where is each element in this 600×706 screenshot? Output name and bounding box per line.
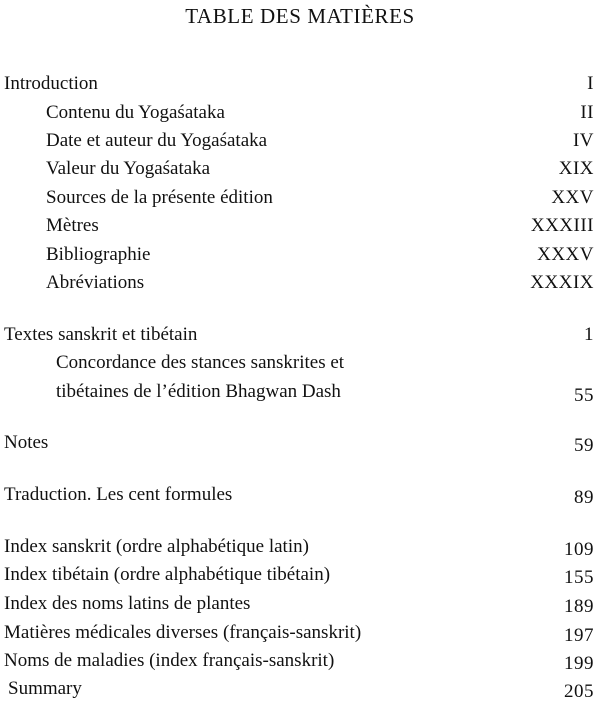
toc-entry-introduction[interactable]: [0, 71, 600, 97]
toc-entry-page: 205: [564, 681, 594, 702]
toc-entry-label: Summary: [8, 678, 82, 699]
toc-entry-page: IV: [572, 130, 594, 151]
toc-entry-label: Valeur du Yogaśataka: [46, 158, 211, 179]
toc-entry-summary[interactable]: [0, 676, 600, 702]
toc-entry-page: XXV: [551, 187, 594, 208]
toc-entry-page: 89: [574, 487, 594, 508]
toc-entry-page: XXXV: [537, 244, 594, 265]
toc-entry-matieres-medicales[interactable]: [0, 620, 600, 646]
toc-entry-textes[interactable]: [0, 322, 600, 348]
toc-entry-page: II: [580, 102, 594, 123]
toc-entry-page: 197: [564, 625, 594, 646]
toc-entry-label: Index des noms latins de plantes: [4, 593, 251, 614]
toc-entry-label: tibétaines de l’édition Bhagwan Dash: [56, 381, 341, 402]
toc-entry-bibliographie[interactable]: [0, 242, 600, 268]
toc-entry-page: XIX: [558, 158, 594, 179]
toc-entry-abreviations[interactable]: [0, 270, 600, 296]
toc-entry-date-auteur[interactable]: [0, 128, 600, 154]
toc-entry-label: Mètres: [46, 215, 99, 236]
toc-entry-concordance-line2[interactable]: [0, 379, 600, 405]
toc-entry-page: 59: [574, 435, 594, 456]
toc-entry-label: Sources de la présente édition: [46, 187, 273, 208]
toc-entry-label: Traduction. Les cent formules: [4, 484, 233, 505]
toc-entry-index-tibetain[interactable]: [0, 562, 600, 588]
toc-entry-page: 189: [564, 596, 594, 617]
toc-entry-metres[interactable]: [0, 213, 600, 239]
toc-entry-page: XXXIII: [530, 215, 594, 236]
toc-entry-label: Abréviations: [46, 272, 145, 293]
toc-entry-contenu[interactable]: [0, 100, 600, 126]
toc-entry-page: 109: [564, 539, 594, 560]
toc-entry-valeur[interactable]: [0, 156, 600, 182]
toc-entry-page: 199: [564, 653, 594, 674]
toc-entry-page: 155: [564, 567, 594, 588]
toc-entry-index-sanskrit[interactable]: [0, 534, 600, 560]
toc-entry-label: Index tibétain (ordre alphabétique tibétain): [4, 564, 331, 585]
toc-entry-label: Introduction: [4, 73, 98, 94]
toc-entry-notes[interactable]: [0, 430, 600, 456]
toc-entry-label: Textes sanskrit et tibétain: [4, 324, 198, 345]
toc-entry-label: Index sanskrit (ordre alphabétique latin): [4, 536, 309, 557]
toc-entry-page: I: [587, 73, 594, 94]
toc-entry-label: Noms de maladies (index français-sanskrit): [4, 650, 335, 671]
toc-entry-noms-maladies[interactable]: [0, 648, 600, 674]
toc-entry-label: Bibliographie: [46, 244, 151, 265]
toc-entry-index-plantes[interactable]: [0, 591, 600, 617]
toc-entry-label: Concordance des stances sanskrites et: [56, 352, 345, 373]
toc-entry-page: 1: [584, 324, 594, 345]
page-title: TABLE DES MATIÈRES: [185, 4, 415, 28]
toc-entry-page: XXXIX: [530, 272, 594, 293]
toc-entry-page: 55: [574, 385, 594, 406]
toc-entry-label: Date et auteur du Yogaśataka: [46, 130, 268, 151]
toc-entry-sources[interactable]: [0, 185, 600, 211]
toc-entry-traduction[interactable]: [0, 482, 600, 508]
toc-entry-label: Notes: [4, 432, 49, 453]
toc-entry-label: Contenu du Yogaśataka: [46, 102, 225, 123]
toc-entry-concordance-line1[interactable]: [0, 350, 600, 376]
toc-entry-label: Matières médicales diverses (français-sanskrit): [4, 622, 362, 643]
